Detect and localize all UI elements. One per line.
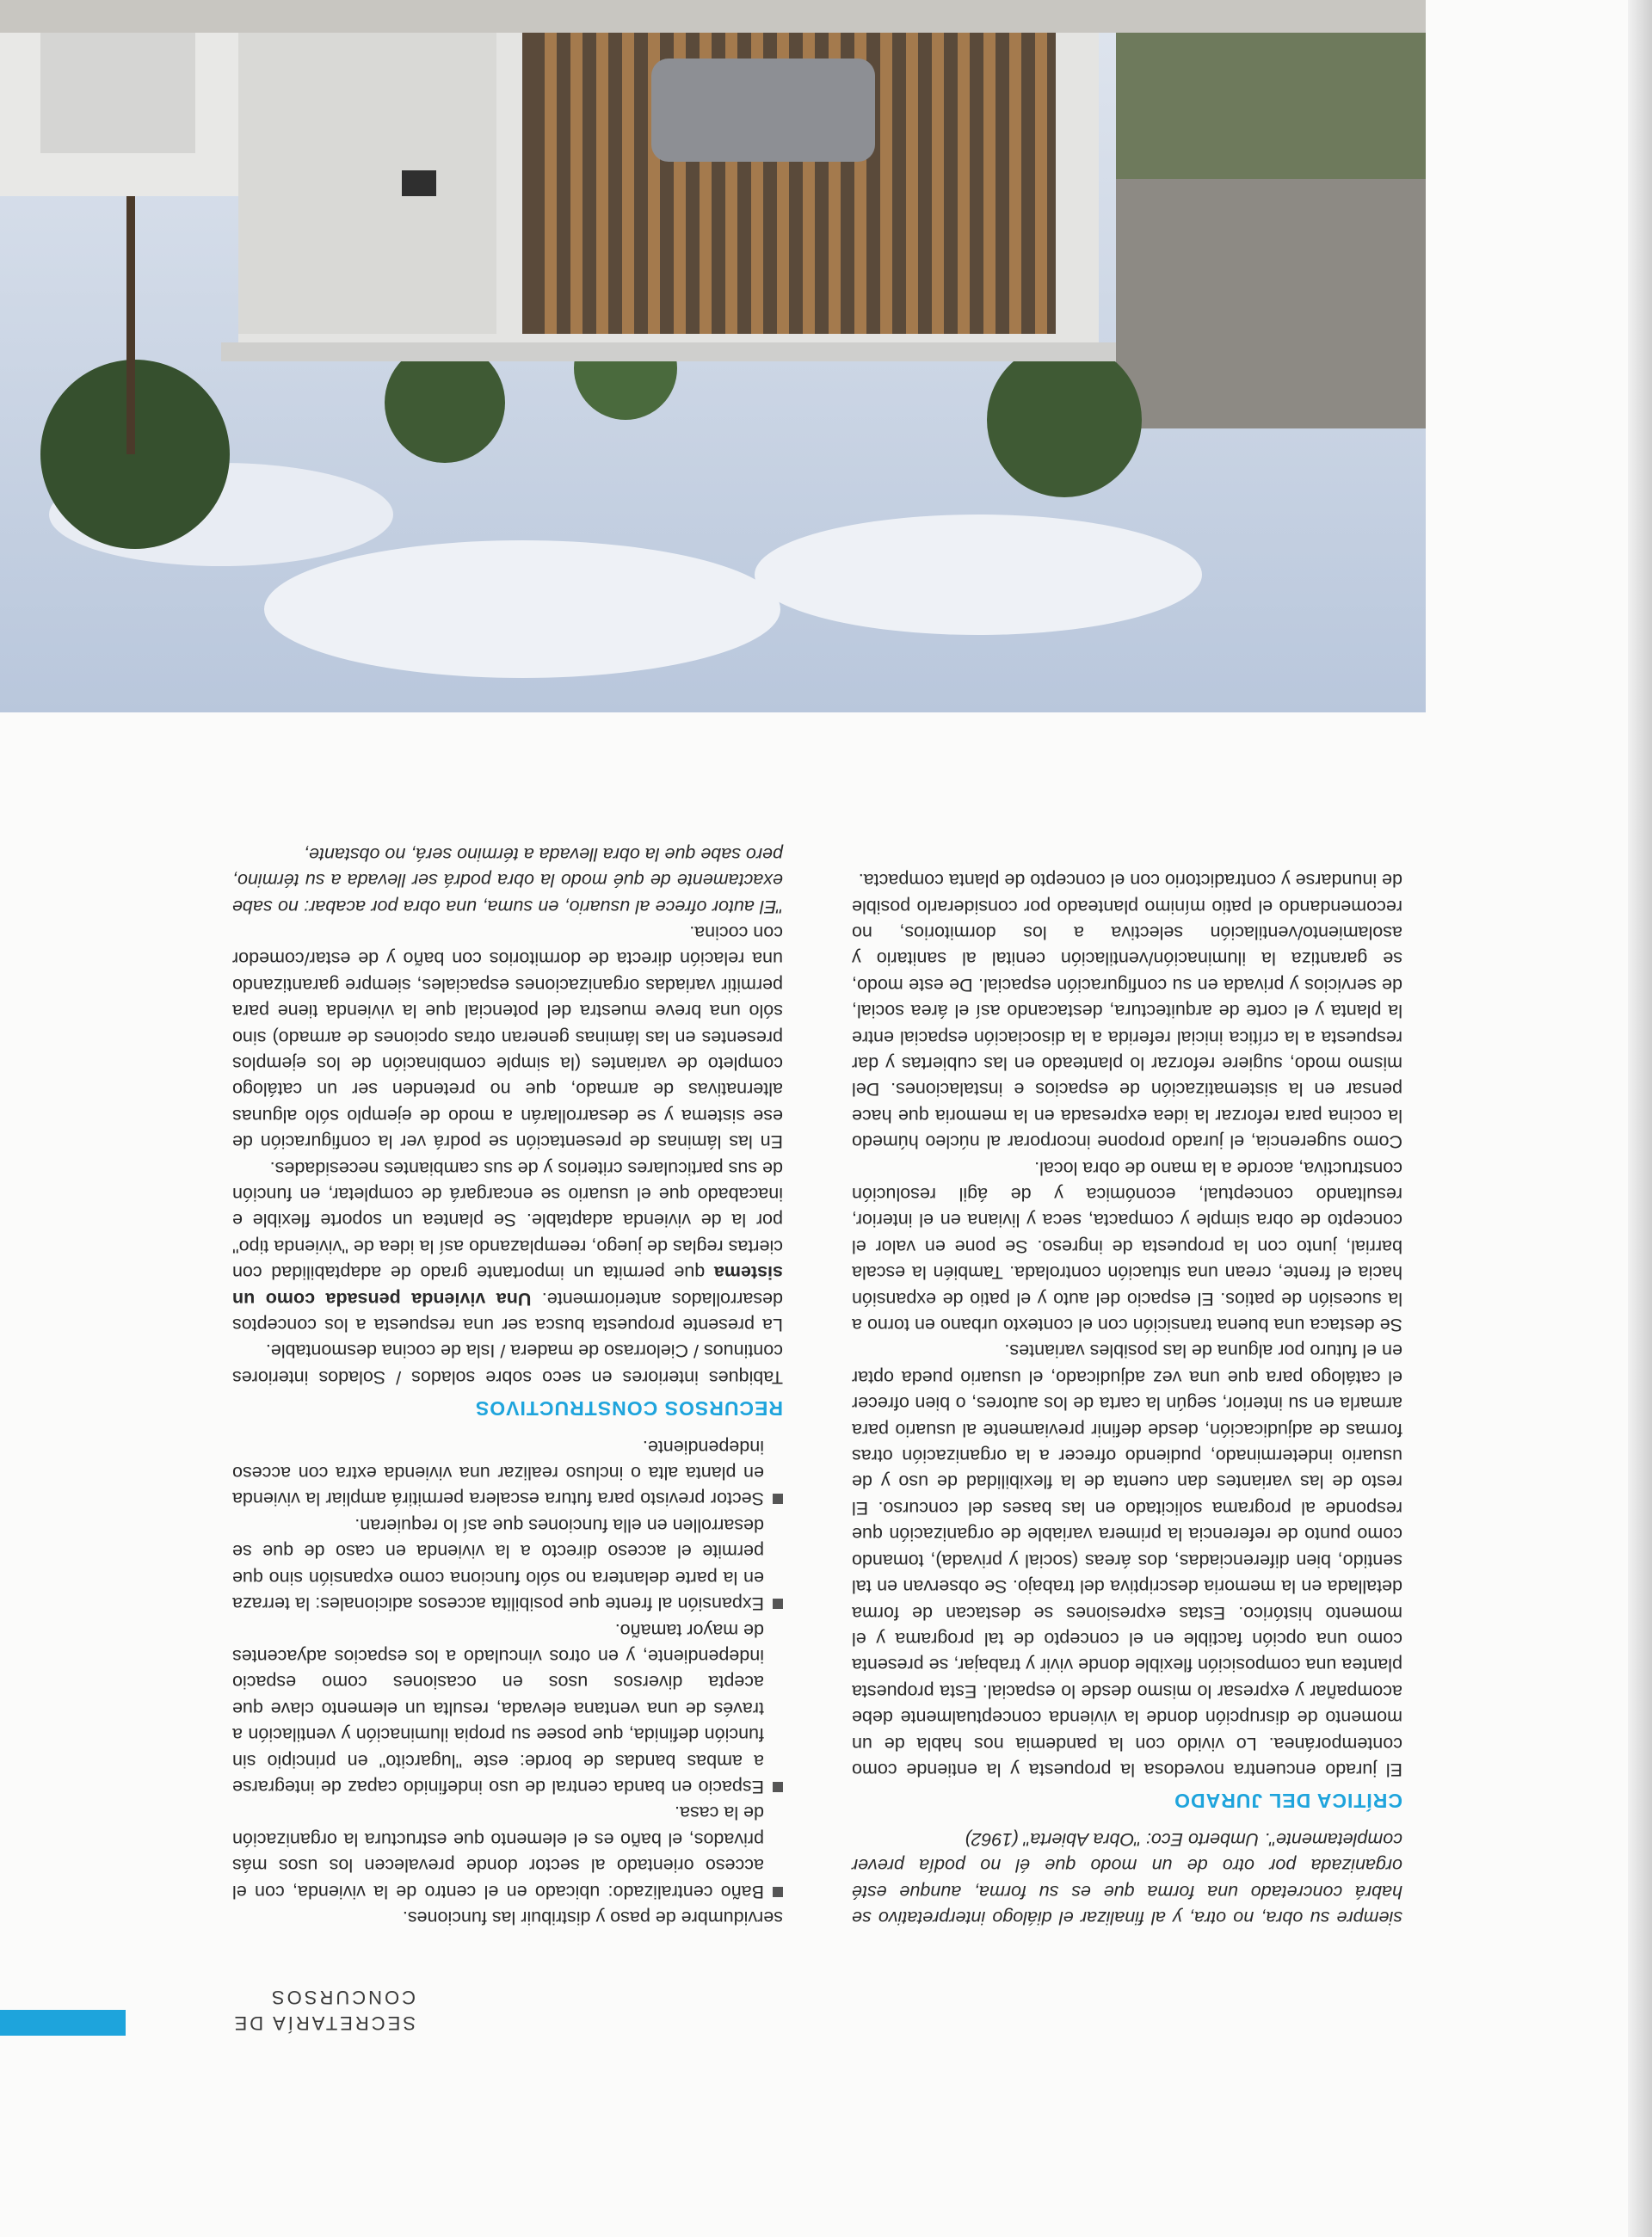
entry-wall	[238, 0, 496, 334]
resources-text: Tabiques interiores en seco sobre solados / Solados interiores continuos / Cielorraso de madera / Isla de cocina desmontable.	[232, 1340, 783, 1388]
proposal-text: que permita un importante grado de adaptabilidad con ciertas reglas de juego, reemplazando así la idea de "vivienda tipo" por la de vivienda adaptable. Se plantea un soporte flexible e inacabado que el usuario se encargará de completar, en función de sus particulares criterios y de sus cambiantes necesidades.	[232, 1157, 783, 1284]
proposal-emphasis: Una vivienda pensada como un sistema	[232, 1262, 783, 1310]
parked-car	[651, 59, 875, 162]
running-title: SECRETARÍA DE CONCURSOS	[231, 1987, 416, 2034]
cloud	[264, 540, 780, 678]
bullet-text: Sector previsto para futura escalera permitirá ampliar la vivienda en planta alta o incluso realizar una vivienda extra con acceso independiente.	[232, 1436, 764, 1510]
proposal-text: La presente propuesta busca ser una respuesta a los conceptos desarrollados anteriormente.	[232, 1288, 783, 1336]
bullet-square-icon	[773, 1494, 783, 1505]
bullet-item	[232, 1433, 783, 1512]
jury-paragraph: El jurado encuentra novedosa la propuesta y la entiende como contemporánea. Lo vivido con la pandemia nos habla de un momento de disrupción donde la vivienda conceptualmente debe acompañar y expresar lo mismo desde lo espacial. Esta propuesta plantea una composición flexible donde vivir y trabajar, se presenta como una opción factible en el concepto de tal programa y el momento histórico. Estas expresiones se destacan de forma detallada en la memoria descriptiva del trabajo. Se observan en tal sentido, bien diferenciadas, dos áreas (social y privada), tomando como punto de referencia la primera variable de organización que responde al programa solicitado en las bases del concurso. El resto de las variantes dan cuenta de la flexibilidad de uso y de usuario indeterminado, pudiendo ofrecer a la organización otras formas de adjudicación, desde definir previamente al usuario para armarla en su interior, según la carta de los autores, o bien ofrecer el catálogo para que una vez adjudicado, el usuario pueda optar en el futuro por alguna de las posibles variantes.	[852, 1340, 1402, 1780]
proposal-paragraph	[232, 1155, 783, 1338]
bullet-item	[232, 1617, 783, 1800]
right-text-column	[232, 841, 783, 1931]
window-shutter	[40, 24, 195, 153]
bullet-text: Expansión al frente que posibilita accesos adicionales: la terraza en la parte delantera no sólo funciona como expansión sino que permite el acceso directo a la vivienda en caso de que se desarrollen en ella funciones que así lo requieran.	[232, 1514, 764, 1615]
jury-paragraph: Como sugerencia, el jurado propone incorporar al núcleo húmedo la cocina para reforzar la idea expresada en la memoria que hace pensar en la sistematización de espacios e instalaciones. Del mismo modo, sugiere reforzar lo planteado en las cubiertas y dar respuesta a la crítica inicial referida a la disociación espacial entre la planta y el corte de arquitectura, destacando así el área social, de servicios y privada en su configuración espacial. De este modo, se garantiza la iluminación/ventilación cenital al sanitario y asolamiento/ventilación selectiva a los dormitorios, no recomendando el patio mínimo planteado por considerarlo posible de inundarse y contradictorio con el concepto de planta compacta.	[852, 870, 1402, 1153]
bullet-square-icon	[773, 1782, 783, 1792]
intro-line: servidumbre de paso y distribuir las funciones.	[402, 1907, 783, 1928]
cloud	[755, 515, 1202, 635]
jury-critique-heading: CRÍTICA DEL JURADO	[1174, 1790, 1402, 1813]
construction-resources-heading: RECURSOS CONSTRUCTIVOS	[474, 1397, 783, 1420]
bullet-square-icon	[773, 1599, 783, 1609]
mailbox	[402, 170, 436, 196]
quote-continuation: siempre su obra, no otra, y al finalizar el diálogo interpretativo se habrá concretado una forma que es su forma, aunque esté organizada por otro de un modo que él no podía prever completamente". Umberto Eco: "Obra Abierta" (1962)	[852, 1828, 1402, 1928]
left-text-column	[852, 867, 1402, 1931]
jury-paragraph: Se destaca una buena transición con el contexto urbano en torno a la sucesión de patios. El espacio del auto y el patio de expansión hacia el frente, crean una situación controlada. También la escala barrial, junto con la propuesta de ingreso. Se pone en valor el concepto de obra simple y compacta, seca y liviana en el interior, resultando conceptual, económica y de ágil resolución constructiva, acorde a la mano de obra local.	[852, 1157, 1402, 1336]
tree	[987, 342, 1142, 497]
house-facade-photo	[0, 0, 1426, 712]
quote-start: "El autor ofrece al usuario, en suma, una obra por acabar: no sabe exactamente de qué modo la obra podrá ser llevada a su término, pero sabe que la obra llevada a término será, no obstante,	[232, 843, 783, 917]
bullet-item	[232, 1513, 783, 1618]
sidewalk	[0, 0, 1426, 33]
bullet-text: Baño centralizado: ubicado en el centro de la vivienda, con el acceso orientado al sector donde prevalecen los usos más privados, el baño es el elemento que estructura la organización de la casa.	[232, 1803, 764, 1902]
section-color-bar	[0, 2010, 126, 2036]
roof-slab	[221, 342, 1116, 361]
bullet-text: Espacio en banda central de uso indefinido capaz de integrarse a ambas bandas de borde: este "lugarcito" en principio sin función definida, que posee su propia iluminación y ventilación a través de una ventana elevada, resulta un elemento clave que acepta diversos usos en ocasiones como espacio independiente, y en otros vinculado a los espacios adyacentes de mayor tamaño.	[232, 1619, 764, 1797]
presentation-paragraph: En las láminas de presentación se podrá ver la configuración de ese sistema y se desarrollarán a modo de ejemplo sólo algunas alternativas de armado, que no pretenden ser un catálogo completo de variantes (la simple combinación de los ejemplos presentes en las láminas generan otras opciones de armado) sino sólo una breve muestra del potencial que la vivienda tiene para permitir variadas organizaciones espaciales, siempre garantizando una relación directa de dormitorios con baño y de estar/comedor con cocina.	[232, 921, 783, 1153]
facade-illustration	[0, 0, 1426, 712]
page-gutter-shadow	[1628, 0, 1652, 2237]
bullet-square-icon	[773, 1887, 783, 1897]
neighbour-wall	[1116, 145, 1426, 428]
bullet-item	[232, 1800, 783, 1905]
